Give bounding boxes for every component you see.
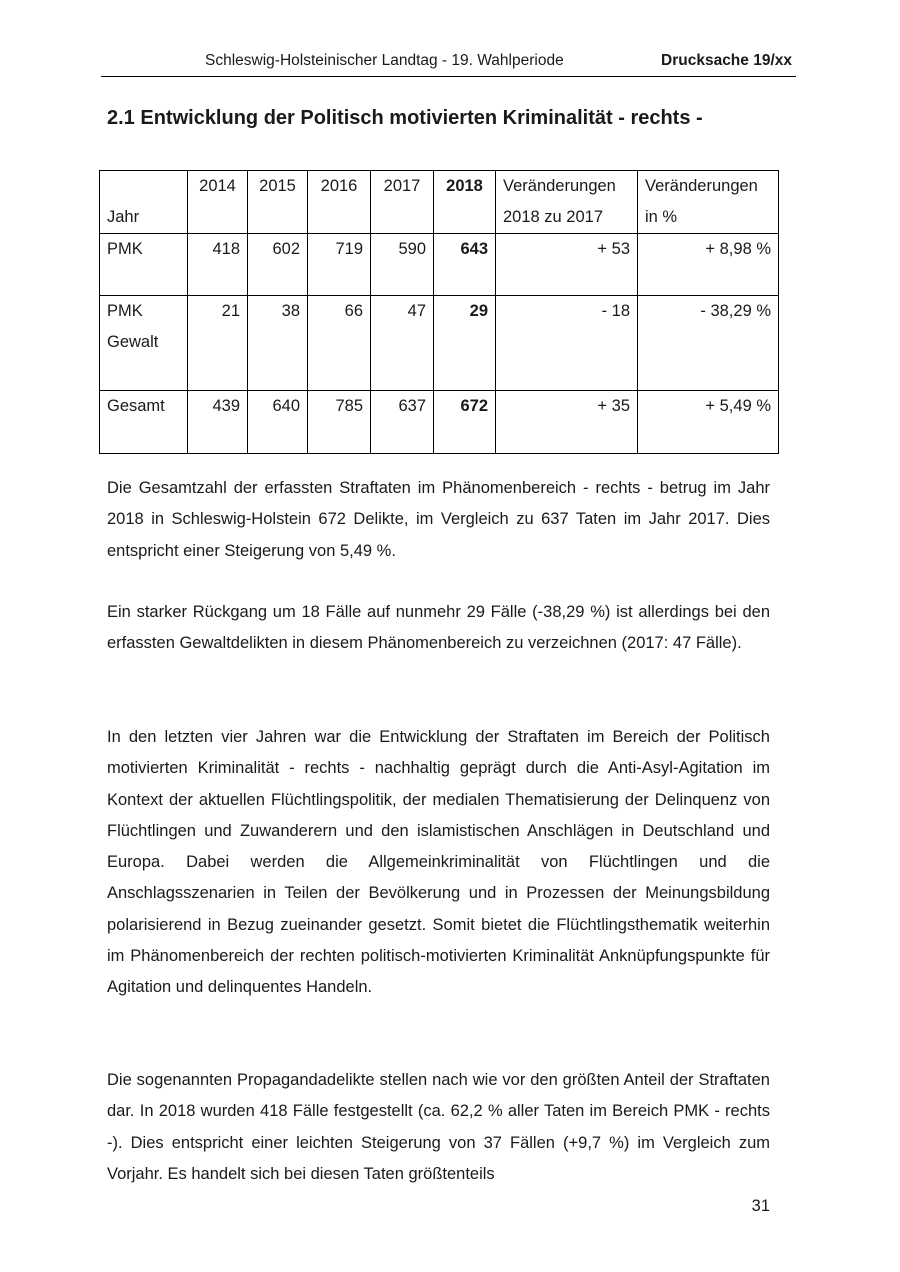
header-year: 2016: [308, 171, 371, 234]
header-year: 2015: [248, 171, 308, 234]
header-title: Schleswig-Holsteinischer Landtag - 19. Wahlperiode: [205, 52, 564, 69]
table-row: [100, 296, 779, 391]
table-row: [100, 234, 779, 296]
row-value: 21: [188, 296, 248, 391]
row-value: 602: [248, 234, 308, 296]
row-label: Gesamt: [100, 391, 188, 454]
row-change-abs: + 53: [496, 234, 638, 296]
row-value: 38: [248, 296, 308, 391]
header-label-cell: [100, 171, 188, 234]
row-change-pct: + 5,49 %: [638, 391, 779, 454]
paragraph: Die Gesamtzahl der erfassten Straftaten im Phänomenbereich - rechts - betrug im Jahr 2018 in Schleswig-Holstein 672 Delikte, im Vergleich zu 637 Taten im Jahr 2017. Dies entspricht einer Steigerung von 5,49 %.: [107, 479, 770, 560]
header-change-pct-line2: in %: [645, 208, 678, 226]
page-header: [101, 50, 796, 77]
row-change-abs: - 18: [496, 296, 638, 391]
crime-statistics-table: [99, 170, 779, 454]
row-value: 418: [188, 234, 248, 296]
header-change-abs-line1: Veränderungen: [503, 177, 616, 195]
paragraph: Ein starker Rückgang um 18 Fälle auf nunmehr 29 Fälle (-38,29 %) ist allerdings bei den erfassten Gewaltdelikten in diesem Phänomenbereich zu verzeichnen (2017: 47 Fälle).: [107, 603, 770, 653]
paragraph: In den letzten vier Jahren war die Entwicklung der Straftaten im Bereich der Politisch motivierten Kriminalität - rechts - nachhaltig geprägt durch die Anti-Asyl-Agitation im Kontext der aktuellen Flüchtlingspolitik, der medialen Thematisierung der Delinquenz von Flüchtlingen und Zuwanderern und den islamistischen Anschlägen in Deutschland und Europa. Dabei werden die Allgemeinkriminalität von Flüchtlingen und die Anschlagsszenarien in Teilen der Bevölkerung und in Prozessen der Meinungsbildung polarisierend in Bezug zueinander gesetzt. Somit bietet die Flüchtlingsthematik weiterhin im Phänomenbereich der rechten politisch-motivierten Kriminalität Anknüpfungspunkte für Agitation und delinquentes Handeln.: [107, 728, 770, 997]
row-value: 672: [434, 391, 496, 454]
row-value: 643: [434, 234, 496, 296]
paragraph: Die sogenannten Propagandadelikte stellen nach wie vor den größten Anteil der Straftaten dar. In 2018 wurden 418 Fälle festgestellt (ca. 62,2 % aller Taten im Bereich PMK - rechts -). Dies entspricht einer leichten Steigerung von 37 Fällen (+9,7 %) im Vergleich zum Vorjahr. Es handelt sich bei diesen Taten größtenteils: [107, 1071, 770, 1183]
row-value: 719: [308, 234, 371, 296]
row-value: 439: [188, 391, 248, 454]
row-value: 29: [434, 296, 496, 391]
table-row: [100, 391, 779, 454]
row-label: PMK Gewalt: [100, 296, 188, 391]
header-change-abs: [496, 171, 638, 234]
header-change-pct: [638, 171, 779, 234]
row-value: 66: [308, 296, 371, 391]
row-label: PMK: [100, 234, 188, 296]
header-year: 2014: [188, 171, 248, 234]
row-value: 47: [371, 296, 434, 391]
row-value: 785: [308, 391, 371, 454]
row-change-abs: + 35: [496, 391, 638, 454]
table-header-row: [100, 171, 779, 234]
row-change-pct: + 8,98 %: [638, 234, 779, 296]
row-value: 640: [248, 391, 308, 454]
row-value: 590: [371, 234, 434, 296]
page-number: 31: [751, 1197, 770, 1215]
header-change-abs-line2: 2018 zu 2017: [503, 208, 604, 226]
document-reference: Drucksache 19/xx: [661, 52, 792, 69]
header-year: 2018: [434, 171, 496, 234]
section-title: 2.1 Entwicklung der Politisch motivierten Kriminalität - rechts -: [107, 107, 703, 129]
header-year: 2017: [371, 171, 434, 234]
header-label: Jahr: [107, 208, 140, 226]
header-change-pct-line1: Veränderungen: [645, 177, 758, 195]
row-value: 637: [371, 391, 434, 454]
row-change-pct: - 38,29 %: [638, 296, 779, 391]
